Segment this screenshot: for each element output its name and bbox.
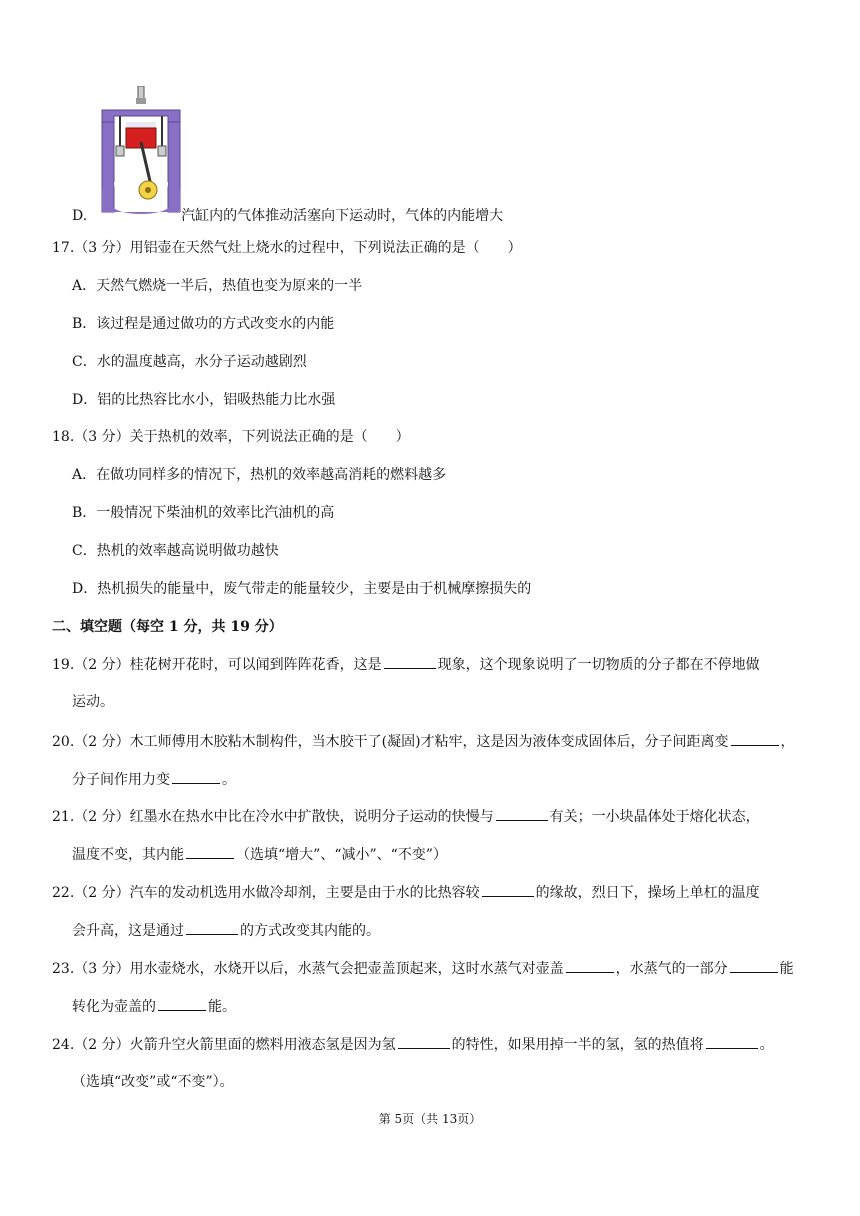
q17-option-d: D．铝的比热容比水小，铝吸热能力比水强: [72, 392, 336, 408]
q23-text-2: ，水蒸气的一部分: [615, 961, 728, 977]
q24-text-3: 。: [759, 1037, 774, 1053]
answer-blank[interactable]: [482, 882, 534, 897]
q20-line1: [52, 731, 795, 752]
q23-text-5: 能。: [208, 999, 236, 1015]
q17-stem: 17.（3 分）用铝壶在天然气灶上烧水的过程中，下列说法正确的是（ ）: [52, 240, 522, 256]
q20-text-3: 分子间作用力变: [72, 772, 170, 788]
q23-text-3: 能: [779, 961, 794, 977]
q22-line2: [72, 920, 380, 941]
q23-line2: [72, 996, 236, 1017]
q24-line1: [52, 1034, 774, 1055]
q16-option-d: [72, 206, 503, 226]
q23-line1: [52, 958, 794, 979]
page-number: 第 5页（共 13页）: [378, 1112, 482, 1126]
q21-text-1: 21.（2 分）红墨水在热水中比在冷水中扩散快，说明分子运动的快慢与: [52, 809, 494, 825]
q23-text-4: 转化为壶盖的: [72, 999, 156, 1015]
answer-blank[interactable]: [730, 958, 778, 973]
q23-text-1: 23.（3 分）用水壶烧水，水烧开以后，水蒸气会把壶盖顶起来，这时水蒸气对壶盖: [52, 961, 564, 977]
q18-option-b: B．一般情况下柴油机的效率比汽油机的高: [72, 505, 335, 521]
q18-stem: 18.（3 分）关于热机的效率，下列说法正确的是（ ）: [52, 429, 410, 445]
q22-text-4: 的方式改变其内能的。: [240, 923, 380, 939]
q22-text-3: 会升高，这是通过: [72, 923, 184, 939]
q20-line2: [72, 769, 236, 790]
answer-blank[interactable]: [398, 1034, 450, 1049]
answer-blank[interactable]: [158, 996, 206, 1011]
q22-text-2: 的缘故，烈日下，操场上单杠的温度: [535, 885, 760, 901]
q20-text-1: 20.（2 分）木工师傅用木胶粘木制构件，当木胶干了(凝固)才粘牢，这是因为液体变成固体后，分子间距离变: [52, 734, 729, 750]
answer-blank[interactable]: [731, 731, 779, 746]
q24-text-2: 的特性，如果用掉一半的氢，氢的热值将: [451, 1037, 704, 1053]
q20-text-4: 。: [222, 772, 236, 788]
answer-blank[interactable]: [186, 844, 234, 859]
answer-blank[interactable]: [186, 920, 238, 935]
q18-option-c: C．热机的效率越高说明做功越快: [72, 543, 279, 559]
q21-line1: [52, 806, 760, 827]
q17-option-c: C．水的温度越高，水分子运动越剧烈: [72, 354, 307, 370]
q21-text-3: 温度不变，其内能: [72, 847, 184, 863]
q17-option-a: A．天然气燃烧一半后，热值也变为原来的一半: [72, 278, 363, 294]
answer-blank[interactable]: [566, 958, 614, 973]
engine-cylinder-icon: [96, 86, 186, 216]
answer-blank[interactable]: [706, 1034, 758, 1049]
answer-blank[interactable]: [384, 654, 436, 669]
q20-text-2: ，: [780, 734, 795, 750]
answer-blank[interactable]: [496, 806, 548, 821]
q22-line1: [52, 882, 760, 903]
q22-text-1: 22.（2 分）汽车的发动机选用水做冷却剂，主要是由于水的比热容较: [52, 885, 480, 901]
answer-blank[interactable]: [172, 769, 220, 784]
q17-option-b: B．该过程是通过做功的方式改变水的内能: [72, 316, 335, 332]
q24-line2: （选填“改变”或“不变”）。: [72, 1074, 234, 1090]
q19-text-2: 现象，这个现象说明了一切物质的分子都在不停地做: [437, 657, 760, 673]
q19-line1: [52, 654, 760, 675]
q18-option-d: D．热机损失的能量中，废气带走的能量较少，主要是由于机械摩擦损失的: [72, 581, 532, 597]
q16-option-d-text: 汽缸内的气体推动活塞向下运动时，气体的内能增大: [181, 208, 504, 224]
section-title-fill-in: 二、填空题（每空 1 分，共 19 分）: [52, 619, 283, 635]
q19-text-1: 19.（2 分）桂花树开花时，可以闻到阵阵花香，这是: [52, 657, 382, 673]
q21-text-2: 有关；一小块晶体处于熔化状态，: [549, 809, 760, 825]
q19-line2: 运动。: [72, 694, 114, 710]
q21-text-4: （选填“增大”、“减小”、“不变”）: [236, 847, 447, 863]
q24-text-1: 24.（2 分）火箭升空火箭里面的燃料用液态氢是因为氢: [52, 1037, 396, 1053]
q21-line2: [72, 844, 447, 865]
q16-option-d-label: D.: [72, 208, 88, 224]
q18-option-a: A．在做功同样多的情况下，热机的效率越高消耗的燃料越多: [72, 467, 447, 483]
